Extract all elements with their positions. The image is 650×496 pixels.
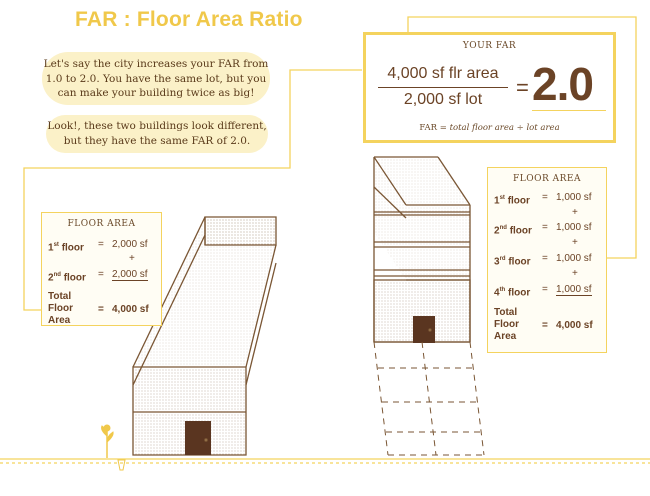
card2-total-eq: = — [542, 320, 548, 331]
your-far-heading: YOUR FAR — [462, 41, 517, 51]
card2-floor4-label — [494, 284, 530, 299]
intro-line-1: Let's say the city increases your FAR from — [43, 58, 269, 70]
intro-line-2: 1.0 to 2.0. You have the same lot, but you — [45, 72, 267, 85]
card2-floor3-value: 1,000 sf — [556, 253, 592, 264]
card2-floor1-num: 1 — [494, 195, 500, 207]
card2-heading: FLOOR AREA — [513, 174, 581, 184]
card2-floor2-num: 2 — [494, 225, 500, 237]
card2-total-l2: Floor — [494, 319, 519, 330]
page-title: FAR : Floor Area Ratio — [75, 8, 303, 31]
card2-plus-2: + — [572, 237, 578, 248]
ground — [0, 459, 650, 463]
card2-floor1-word: floor — [507, 195, 530, 207]
card1-floor2-value: 2,000 sf — [112, 269, 148, 280]
card2-floor4-sup: th — [499, 287, 506, 293]
card2-plus-3: + — [572, 268, 578, 279]
card1-floor2-word: floor — [63, 272, 86, 284]
intro-line-3: can make your building twice as big! — [57, 87, 255, 99]
card2-floor4-num: 4 — [494, 287, 500, 299]
card2-total-l1: Total — [494, 307, 518, 318]
card1-floor1-label — [48, 239, 84, 254]
floor-area-card-building-1 — [41, 212, 162, 326]
far-formula — [366, 123, 613, 133]
card2-total-value: 4,000 sf — [556, 320, 593, 331]
card2-floor3-num: 3 — [494, 256, 500, 268]
card1-total-eq: = — [98, 304, 104, 315]
card2-floor4-value: 1,000 sf — [556, 284, 592, 295]
far-numerator: 4,000 sf flr area — [387, 65, 499, 82]
card2-floor2-word: floor — [509, 225, 532, 237]
look-line-1: Look!, these two buildings look different, — [47, 120, 267, 132]
floor-area-card-building-2 — [487, 167, 607, 353]
card1-plus: + — [129, 253, 135, 264]
card2-floor2-sup: nd — [499, 225, 507, 231]
far-value: 2.0 — [532, 58, 593, 110]
card1-floor2-num: 2 — [48, 272, 54, 284]
card2-floor1-label — [494, 192, 530, 207]
card1-floor2-sup: nd — [53, 272, 61, 278]
card2-total-l3: Area — [494, 331, 517, 342]
card2-floor1-value: 1,000 sf — [556, 192, 592, 203]
card2-floor4-eq: = — [542, 284, 548, 295]
card2-floor1-sup: st — [499, 195, 505, 201]
fraction-line — [378, 87, 508, 88]
card1-floor1-value: 2,000 sf — [112, 239, 148, 250]
card1-floor1-sup: st — [53, 242, 59, 248]
far-equals-sign: = — [516, 75, 529, 100]
card1-floor1-word: floor — [61, 242, 84, 254]
card1-total-l1: Total — [48, 291, 72, 302]
look-note — [46, 115, 268, 153]
card2-floor3-eq: = — [542, 253, 548, 264]
card2-floor2-label — [494, 222, 532, 237]
look-line-2: but they have the same FAR of 2.0. — [63, 134, 251, 147]
your-far-box — [363, 32, 616, 143]
card1-floor1-num: 1 — [48, 242, 54, 254]
card2-floor2-eq: = — [542, 222, 548, 233]
card1-total-label — [48, 291, 73, 327]
card1-heading: FLOOR AREA — [67, 219, 136, 229]
card1-total-l3: Area — [48, 315, 71, 326]
far-formula-prefix: FAR = — [419, 123, 450, 133]
card2-floor1-eq: = — [542, 192, 548, 203]
card2-floor2-value: 1,000 sf — [556, 222, 592, 233]
card1-total-value: 4,000 sf — [112, 304, 149, 315]
card2-floor3-word: floor — [508, 256, 531, 268]
building-2 — [374, 157, 484, 455]
card2-plus-1: + — [572, 207, 578, 218]
card2-floor3-sup: rd — [499, 256, 506, 262]
card1-floor1-eq: = — [98, 239, 104, 250]
card1-total-l2: Floor — [48, 303, 73, 314]
far-denominator: 2,000 sf lot — [403, 91, 483, 108]
intro-note — [42, 52, 270, 105]
far-value-underline — [532, 110, 606, 111]
card1-floor2-label — [48, 269, 86, 284]
card2-floor3-label — [494, 253, 531, 268]
card2-floor4-word: floor — [508, 287, 531, 299]
far-formula-body: total floor area ÷ lot area — [449, 123, 560, 133]
card1-floor2-eq: = — [98, 269, 104, 280]
card2-total-label — [494, 307, 519, 343]
